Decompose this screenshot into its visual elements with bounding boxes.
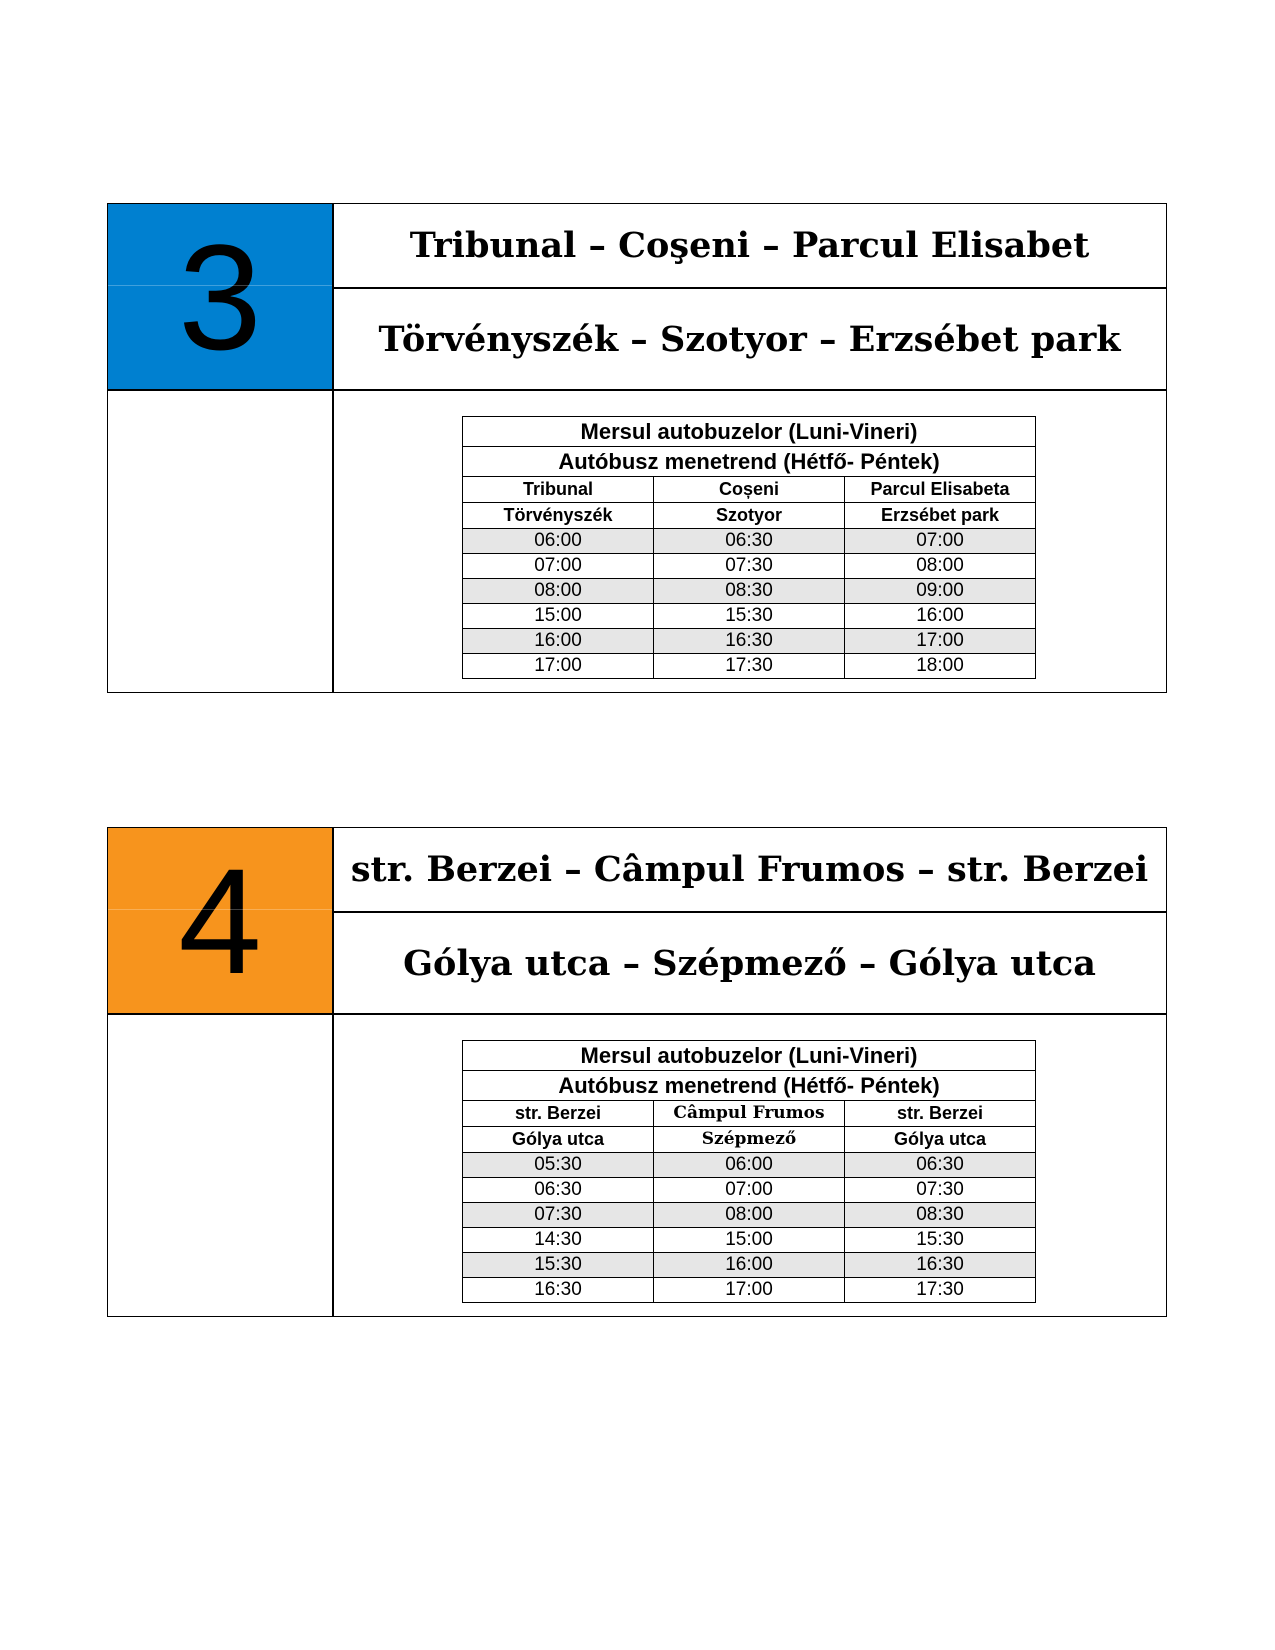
departure-time: 07:00 bbox=[845, 529, 1036, 554]
departure-time: 16:30 bbox=[654, 629, 845, 654]
stop-header-hu: Szépmező bbox=[654, 1127, 845, 1153]
stop-header-ro: Parcul Elisabeta bbox=[845, 477, 1036, 503]
departure-time: 17:30 bbox=[654, 654, 845, 679]
route-3-block bbox=[107, 203, 1167, 693]
departure-time: 14:30 bbox=[463, 1228, 654, 1253]
stop-header-ro: str. Berzei bbox=[463, 1101, 654, 1127]
departure-time: 16:30 bbox=[463, 1278, 654, 1303]
timetable-title-hu: Autóbusz menetrend (Hétfő- Péntek) bbox=[463, 1071, 1036, 1101]
departure-time: 15:00 bbox=[654, 1228, 845, 1253]
departure-time: 16:00 bbox=[845, 604, 1036, 629]
departure-time: 18:00 bbox=[845, 654, 1036, 679]
departure-time: 15:00 bbox=[463, 604, 654, 629]
departure-time: 07:00 bbox=[463, 554, 654, 579]
timetable-title-ro: Mersul autobuzelor (Luni-Vineri) bbox=[463, 417, 1036, 447]
departure-time: 17:00 bbox=[845, 629, 1036, 654]
table-row bbox=[463, 1278, 1036, 1303]
table-row bbox=[463, 629, 1036, 654]
table-row bbox=[463, 604, 1036, 629]
route-title-hu: Gólya utca – Szépmező – Gólya utca bbox=[403, 942, 1096, 984]
route-number: 3 bbox=[178, 212, 262, 381]
departure-time: 06:30 bbox=[845, 1153, 1036, 1178]
departure-time: 08:00 bbox=[463, 579, 654, 604]
departure-time: 17:30 bbox=[845, 1278, 1036, 1303]
timetable bbox=[462, 1040, 1036, 1303]
departure-time: 06:00 bbox=[654, 1153, 845, 1178]
departure-time: 15:30 bbox=[845, 1228, 1036, 1253]
route-number-badge bbox=[108, 204, 332, 389]
departure-time: 05:30 bbox=[463, 1153, 654, 1178]
departure-time: 06:30 bbox=[463, 1178, 654, 1203]
stop-header-ro: Tribunal bbox=[463, 477, 654, 503]
departure-time: 16:30 bbox=[845, 1253, 1036, 1278]
departure-time: 15:30 bbox=[463, 1253, 654, 1278]
stop-header-hu: Törvényszék bbox=[463, 503, 654, 529]
table-row bbox=[463, 654, 1036, 679]
stop-header-hu: Szotyor bbox=[654, 503, 845, 529]
departure-time: 07:30 bbox=[845, 1178, 1036, 1203]
departure-time: 06:00 bbox=[463, 529, 654, 554]
route-4-block bbox=[107, 827, 1167, 1317]
departure-time: 08:30 bbox=[654, 579, 845, 604]
departure-time: 16:00 bbox=[463, 629, 654, 654]
table-row bbox=[463, 1153, 1036, 1178]
stop-header-ro: Coșeni bbox=[654, 477, 845, 503]
departure-time: 08:00 bbox=[654, 1203, 845, 1228]
route-title-ro: Tribunal – Coşeni – Parcul Elisabet bbox=[409, 225, 1090, 266]
stop-header-hu: Gólya utca bbox=[845, 1127, 1036, 1153]
table-row bbox=[463, 1253, 1036, 1278]
route-number: 4 bbox=[178, 836, 262, 1005]
timetable-title-hu: Autóbusz menetrend (Hétfő- Péntek) bbox=[463, 447, 1036, 477]
table-row bbox=[463, 554, 1036, 579]
route-title-ro: str. Berzei – Câmpul Frumos – str. Berzei bbox=[350, 849, 1149, 890]
stop-header-ro: str. Berzei bbox=[845, 1101, 1036, 1127]
departure-time: 08:00 bbox=[845, 554, 1036, 579]
table-row bbox=[463, 579, 1036, 604]
table-row bbox=[463, 1178, 1036, 1203]
departure-time: 09:00 bbox=[845, 579, 1036, 604]
departure-time: 07:30 bbox=[463, 1203, 654, 1228]
departure-time: 16:00 bbox=[654, 1253, 845, 1278]
route-number-badge bbox=[108, 828, 332, 1013]
departure-time: 17:00 bbox=[463, 654, 654, 679]
departure-time: 07:00 bbox=[654, 1178, 845, 1203]
stop-header-ro: Câmpul Frumos bbox=[654, 1101, 845, 1127]
departure-time: 15:30 bbox=[654, 604, 845, 629]
table-row bbox=[463, 1203, 1036, 1228]
table-row bbox=[463, 529, 1036, 554]
timetable-title-ro: Mersul autobuzelor (Luni-Vineri) bbox=[463, 1041, 1036, 1071]
timetable bbox=[462, 416, 1036, 679]
departure-time: 06:30 bbox=[654, 529, 845, 554]
table-row bbox=[463, 1228, 1036, 1253]
departure-time: 08:30 bbox=[845, 1203, 1036, 1228]
stop-header-hu: Erzsébet park bbox=[845, 503, 1036, 529]
route-title-hu: Törvényszék – Szotyor – Erzsébet park bbox=[378, 318, 1121, 360]
stop-header-hu: Gólya utca bbox=[463, 1127, 654, 1153]
departure-time: 17:00 bbox=[654, 1278, 845, 1303]
departure-time: 07:30 bbox=[654, 554, 845, 579]
